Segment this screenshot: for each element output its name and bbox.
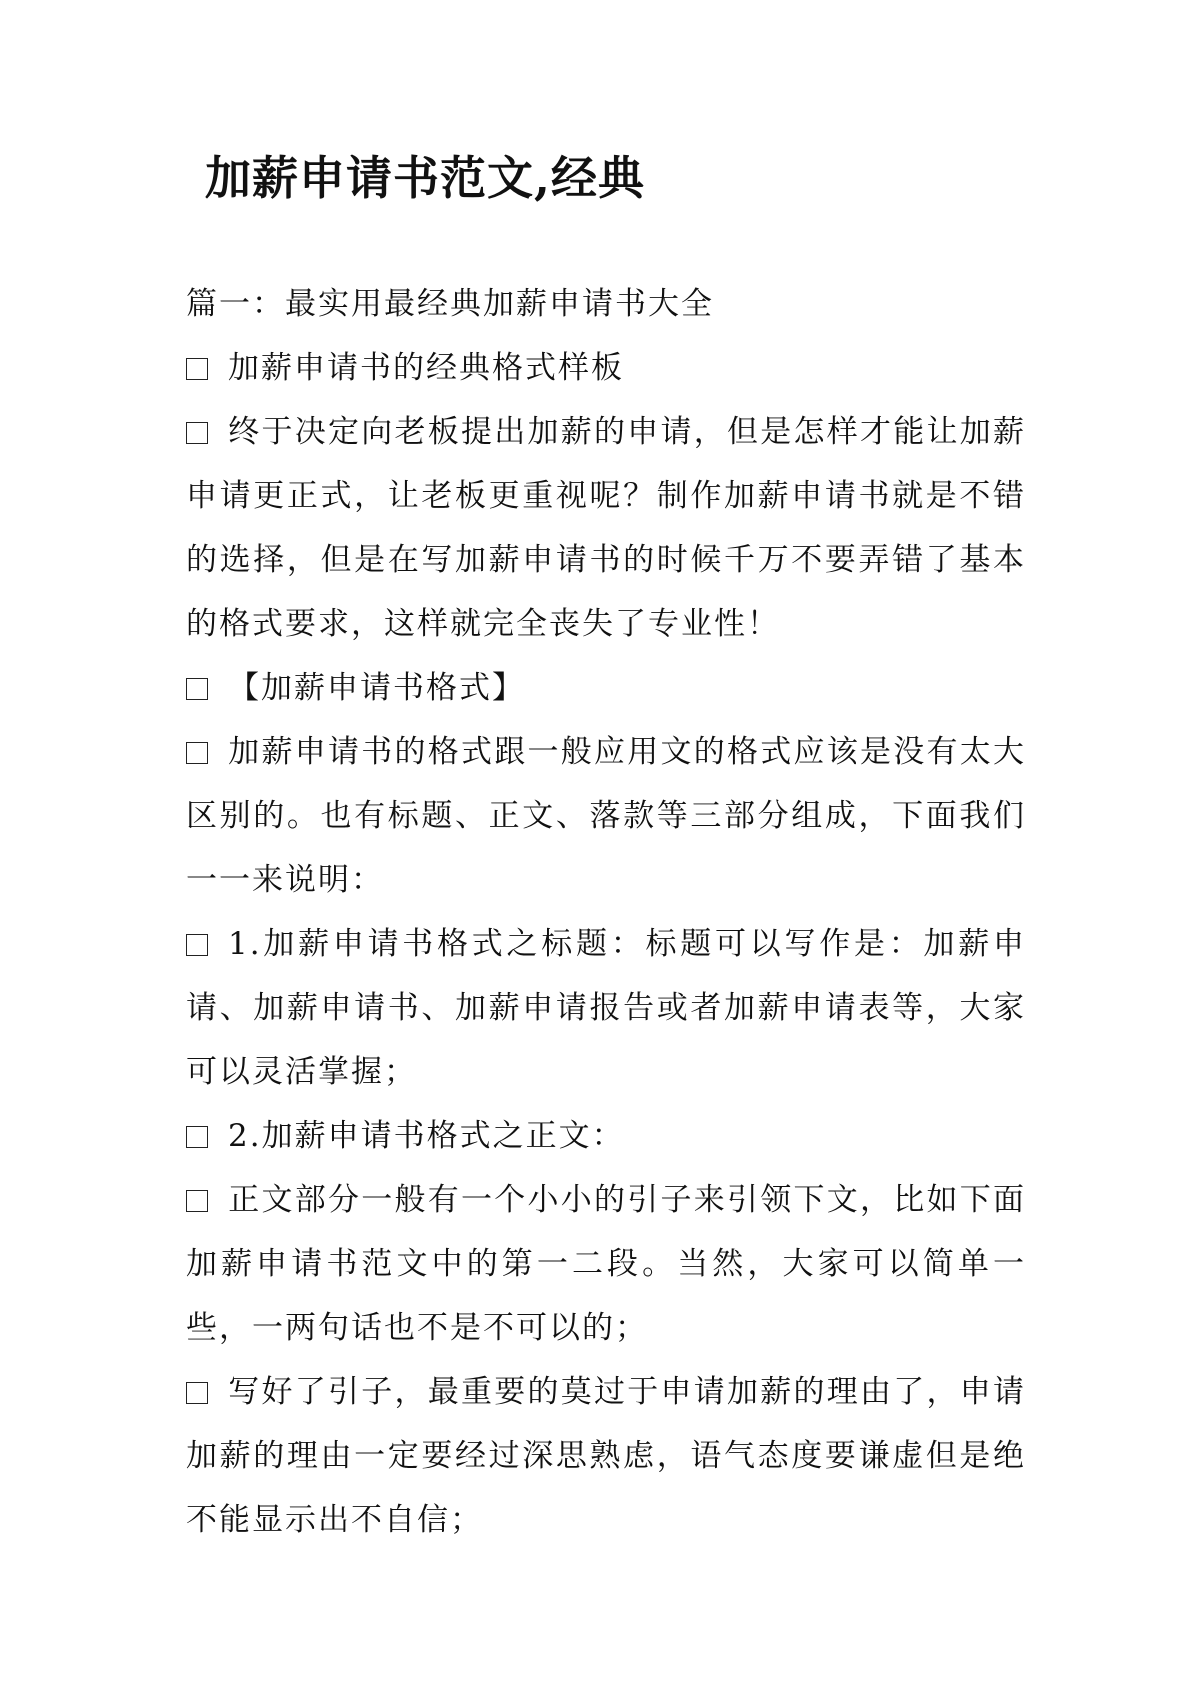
checkbox-square-icon <box>186 422 208 444</box>
paragraph-text: 终于决定向老板提出加薪的申请，但是怎样才能让加薪申请更正式，让老板更重视呢？制作加薪申请书就是不错的选择，但是在写加薪申请书的时候千万不要弄错了基本的格式要求，这样就完全丧失了专业性！ <box>186 414 1026 642</box>
paragraph-item <box>186 656 1026 720</box>
paragraph-item <box>186 336 1026 400</box>
paragraph-item <box>186 1360 1026 1552</box>
paragraph-text: 2.加薪申请书格式之正文： <box>228 1118 625 1154</box>
paragraph-item <box>186 1168 1026 1360</box>
checkbox-square-icon <box>186 742 208 764</box>
paragraph-item <box>186 912 1026 1104</box>
document-body <box>186 272 1026 1552</box>
paragraph-text: 加薪申请书的经典格式样板 <box>228 350 624 386</box>
paragraph-text: 【加薪申请书格式】 <box>228 670 525 706</box>
checkbox-square-icon <box>186 1382 208 1404</box>
checkbox-square-icon <box>186 934 208 956</box>
paragraph-item <box>186 720 1026 912</box>
paragraph-text: 1.加薪申请书格式之标题：标题可以写作是：加薪申请、加薪申请书、加薪申请报告或者加薪申请表等，大家可以灵活掌握； <box>186 926 1026 1090</box>
paragraph-text: 篇一：最实用最经典加薪申请书大全 <box>186 286 714 322</box>
paragraph-item <box>186 400 1026 656</box>
checkbox-square-icon <box>186 1126 208 1148</box>
checkbox-square-icon <box>186 678 208 700</box>
paragraph-item <box>186 1104 1026 1168</box>
paragraph-text: 写好了引子，最重要的莫过于申请加薪的理由了，申请加薪的理由一定要经过深思熟虑，语气态度要谦虚但是绝不能显示出不自信； <box>186 1374 1026 1538</box>
paragraph-section-heading <box>186 272 1026 336</box>
paragraph-text: 正文部分一般有一个小小的引子来引领下文，比如下面加薪申请书范文中的第一二段。当然，大家可以简单一些，一两句话也不是不可以的； <box>186 1182 1026 1346</box>
checkbox-square-icon <box>186 1190 208 1212</box>
paragraph-text: 加薪申请书的格式跟一般应用文的格式应该是没有太大区别的。也有标题、正文、落款等三部分组成，下面我们一一来说明： <box>186 734 1026 898</box>
document-title: 加薪申请书范文,经典 <box>205 151 646 205</box>
checkbox-square-icon <box>186 358 208 380</box>
